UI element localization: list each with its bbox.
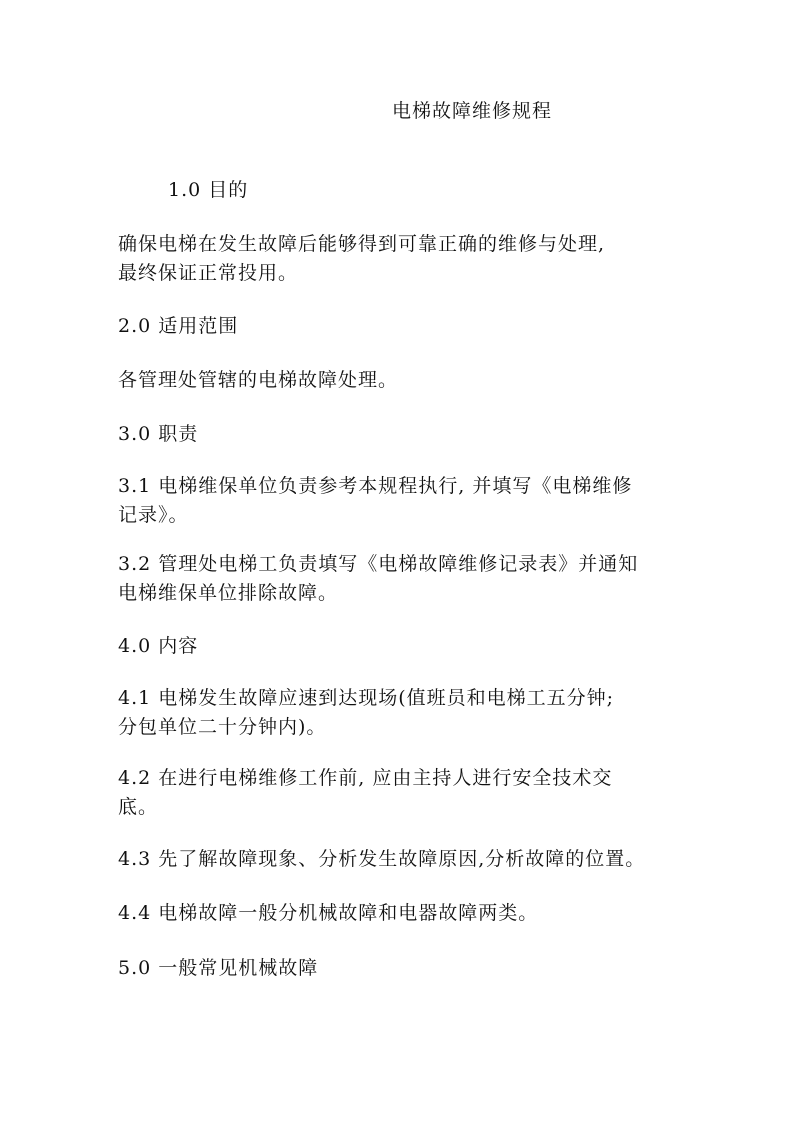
text-line: 4.2 在进行电梯维修工作前, 应由主持人进行安全技术交 — [118, 767, 613, 789]
text-line: 5.0 一般常见机械故障 — [118, 957, 319, 979]
text-line: 3.0 职责 — [118, 423, 199, 445]
text-line: 4.1 电梯发生故障应速到达现场(值班员和电梯工五分钟; — [118, 687, 615, 709]
text-line: 2.0 适用范围 — [118, 315, 239, 337]
section-3-2 — [118, 550, 668, 608]
section-4-4 — [118, 899, 668, 928]
text-line: 4.3 先了解故障现象、分析发生故障原因,分析故障的位置。 — [118, 848, 646, 870]
text-line: 各管理处管辖的电梯故障处理。 — [118, 369, 399, 391]
text-line: 确保电梯在发生故障后能够得到可靠正确的维修与处理, — [118, 233, 606, 255]
text-line: 最终保证正常投用。 — [118, 262, 299, 284]
text-line: 3.2 管理处电梯工负责填写《电梯故障维修记录表》并通知 — [118, 553, 639, 575]
text-line: 记录》。 — [118, 504, 189, 526]
document-title: 电梯故障维修规程 — [392, 100, 553, 122]
section-5-heading — [118, 954, 668, 983]
section-2-heading — [118, 312, 668, 341]
section-4-heading — [118, 632, 668, 661]
section-3-heading — [118, 420, 668, 449]
text-line: 分包单位二十分钟内)。 — [118, 716, 327, 738]
section-3-1 — [118, 472, 668, 530]
section-1-heading — [168, 176, 718, 205]
section-4-1 — [118, 684, 668, 742]
section-4-3 — [118, 845, 668, 874]
text-line: 4.4 电梯故障一般分机械故障和电器故障两类。 — [118, 902, 539, 924]
section-4-2 — [118, 764, 668, 822]
text-line: 3.1 电梯维保单位负责参考本规程执行, 并填写《电梯维修 — [118, 475, 633, 497]
section-2-body — [118, 366, 668, 395]
text-line: 电梯维保单位排除故障。 — [118, 582, 339, 604]
text-line: 1.0 目的 — [168, 179, 249, 201]
text-line: 4.0 内容 — [118, 635, 199, 657]
text-line: 底。 — [118, 796, 159, 818]
section-1-body — [118, 230, 668, 288]
